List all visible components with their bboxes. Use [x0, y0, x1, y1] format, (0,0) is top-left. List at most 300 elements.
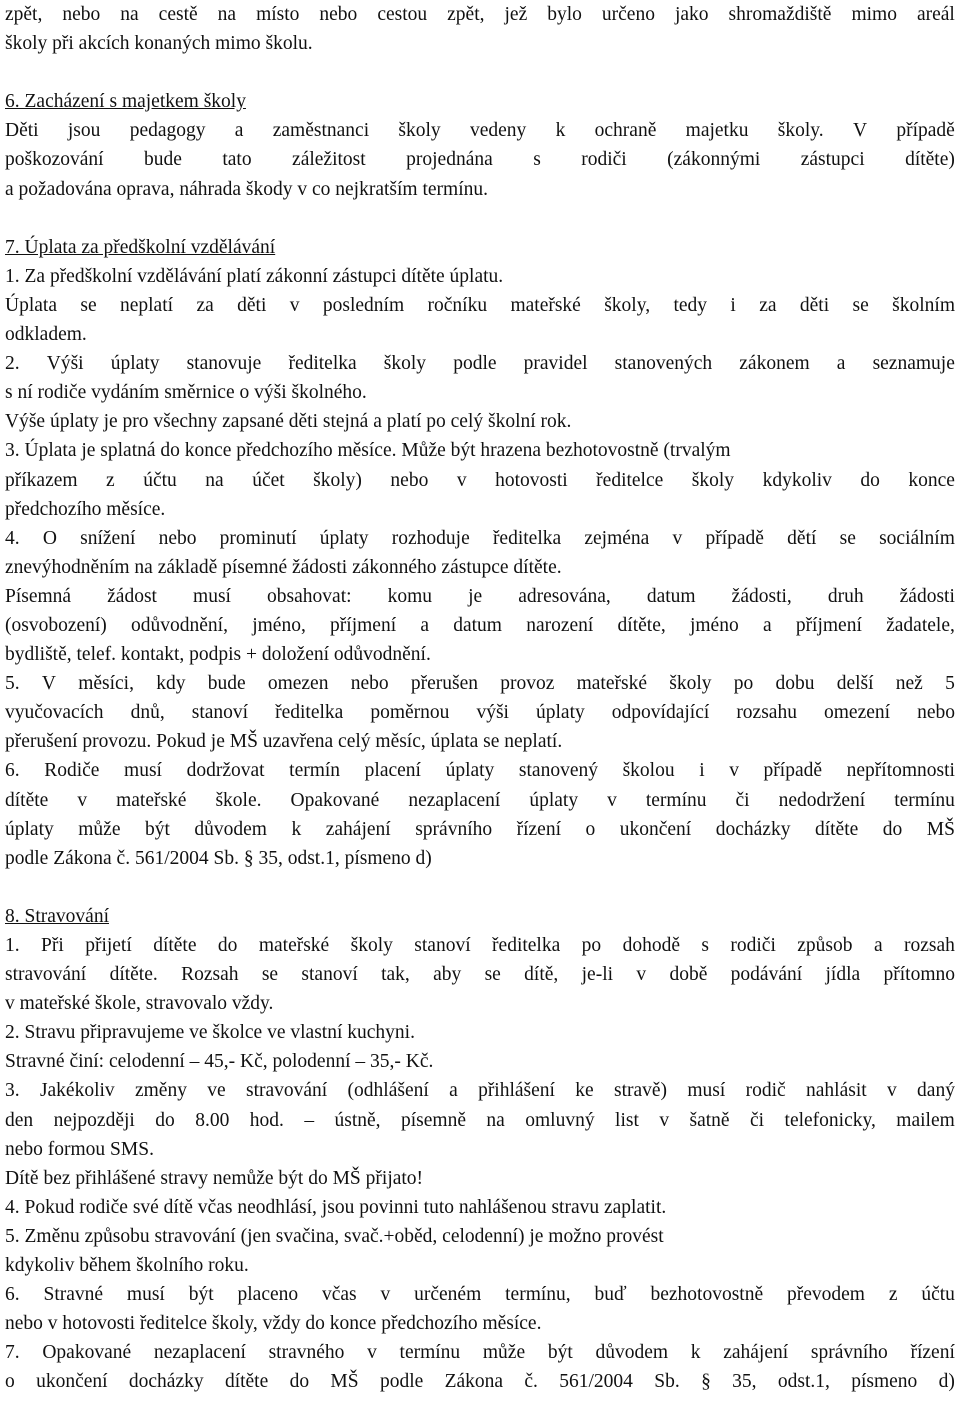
text-line: Stravné činí: celodenní – 45,- Kč, polodenní – 35,- Kč. — [5, 1051, 434, 1073]
word: docházky — [715, 818, 791, 840]
word: určeném — [414, 1284, 482, 1306]
word: a — [873, 935, 883, 956]
word: projednána — [406, 149, 493, 171]
word: zpět, — [447, 4, 485, 25]
word: o — [585, 818, 596, 840]
word: v — [289, 294, 300, 316]
word: stravě) — [614, 1080, 668, 1102]
word: stravného — [268, 1342, 345, 1364]
word: stanoví — [414, 935, 471, 956]
word: převodem — [786, 1284, 865, 1306]
word: 8.00 — [195, 1109, 230, 1131]
word: přerušen — [410, 673, 478, 695]
word: žadatele, — [886, 614, 955, 636]
word: způsob — [797, 935, 853, 956]
word: jméno — [689, 614, 739, 636]
text-line — [5, 786, 955, 815]
word: areál — [916, 4, 955, 25]
text-line: kdykoliv během školního roku. — [5, 1255, 249, 1277]
word: termínu — [399, 1342, 461, 1364]
word: ředitelce — [596, 469, 664, 491]
word: pravidel — [523, 353, 588, 375]
word: majetku — [685, 120, 749, 142]
word: po — [581, 935, 602, 956]
word: dodržovat — [186, 760, 265, 782]
word: omezení — [824, 702, 891, 724]
word: Sb. — [654, 1371, 680, 1393]
text-line — [5, 815, 955, 844]
word: se — [261, 964, 279, 986]
word: ústně, — [334, 1109, 381, 1131]
word: Rozsah — [181, 964, 239, 986]
word: nebo — [158, 527, 197, 549]
word: rozsahu — [736, 702, 797, 724]
word: příjmení — [330, 614, 397, 636]
word: zahájení — [723, 1342, 789, 1364]
word: řízení — [516, 818, 561, 840]
word: mateřské — [576, 673, 647, 695]
word: cestě — [158, 4, 198, 25]
word: mateřské — [116, 789, 187, 811]
word: stanovených — [614, 353, 713, 375]
word: děti — [799, 294, 830, 316]
word: školou — [622, 760, 675, 782]
word: MŠ — [926, 818, 955, 840]
word: odůvodnění, — [131, 614, 228, 636]
word: školy) — [313, 469, 362, 491]
word: V — [41, 673, 56, 695]
word: či — [735, 789, 750, 811]
word: druh — [827, 585, 864, 607]
word: Písemná — [5, 585, 72, 607]
word: 5. — [5, 673, 20, 695]
word: konce — [908, 469, 955, 491]
word: přijetí — [85, 935, 132, 956]
word: dítěte — [224, 1371, 269, 1393]
word: Děti — [5, 120, 39, 142]
word: 6. — [5, 760, 20, 782]
word: datum — [646, 585, 696, 607]
word: dobu — [775, 673, 815, 695]
word: nedodržení — [778, 789, 866, 811]
word: (osvobození) — [5, 614, 107, 636]
word: nebo — [319, 4, 358, 25]
word: ochraně — [594, 120, 657, 142]
word: delší — [836, 673, 874, 695]
text-line: školy při akcích konaných mimo školu. — [5, 33, 313, 55]
word: úplaty — [445, 760, 495, 782]
text-line: nebo v hotovosti ředitelce školy, vždy do konce předchozího měsíce. — [5, 1313, 542, 1335]
word: po — [733, 673, 754, 695]
word: důvodem — [595, 1342, 669, 1364]
word: za — [759, 294, 777, 316]
word: shromaždiště — [728, 4, 832, 25]
word: obsahovat: — [267, 585, 352, 607]
word: v — [77, 789, 88, 811]
word: v — [456, 469, 467, 491]
text-line — [5, 669, 955, 698]
word: době — [669, 964, 708, 986]
word: vedeny — [469, 120, 527, 142]
text-line: Výše úplaty je pro všechny zapsané děti stejná a platí po celý školní rok. — [5, 411, 572, 433]
text-line — [5, 349, 955, 378]
word: školy — [398, 120, 441, 142]
word: sociálním — [879, 527, 955, 549]
word: Rodiče — [44, 760, 100, 782]
word: a — [420, 614, 429, 636]
word: datum — [453, 614, 502, 636]
text-line — [5, 1338, 955, 1367]
word: 1. — [5, 935, 20, 956]
word: musí — [687, 1080, 726, 1102]
word: účtu — [921, 1284, 955, 1306]
word: školy — [350, 935, 393, 956]
word: se — [839, 527, 856, 549]
word: dnů, — [130, 702, 165, 724]
word: je-li — [581, 964, 614, 986]
word: nezaplacení — [408, 789, 501, 811]
word: přihlášení — [478, 1080, 555, 1102]
word: nepřítomnosti — [846, 760, 955, 782]
word: O — [42, 527, 57, 549]
word: termín — [289, 760, 341, 782]
word: telefonicky, — [784, 1109, 876, 1131]
word: buď — [594, 1284, 627, 1306]
word: důvodem — [194, 818, 267, 840]
word: narození — [526, 614, 594, 636]
word: školy, — [604, 294, 651, 316]
text-line — [5, 466, 955, 495]
word: V — [852, 120, 868, 142]
word: z — [106, 469, 115, 491]
word: písemně — [400, 1109, 466, 1131]
word: komu — [387, 585, 433, 607]
text-line: v mateřské škole, stravovalo vždy. — [5, 993, 274, 1015]
word: být — [547, 1342, 573, 1364]
word: odpovídající — [611, 702, 710, 724]
word: být — [188, 1284, 214, 1306]
word: daný — [917, 1080, 955, 1102]
word: bezhotovostně — [650, 1284, 764, 1306]
word: mailem — [896, 1109, 955, 1131]
word: bude — [144, 149, 182, 171]
word: do — [155, 1109, 175, 1131]
word: do — [217, 935, 238, 956]
word: nebo — [350, 673, 389, 695]
word: nejpozději — [53, 1109, 135, 1131]
word: 2. — [5, 353, 20, 375]
word: č. — [524, 1371, 538, 1393]
word: nebo — [62, 4, 101, 25]
blank-line — [5, 204, 955, 233]
text-line: 1. Za předškolní vzdělávání platí zákonní zástupci dítěte úplatu. — [5, 265, 504, 287]
word: na — [217, 4, 237, 25]
word: se — [484, 964, 501, 986]
word: termínu — [894, 789, 955, 811]
word: 7. — [5, 1342, 20, 1364]
word: omezen — [267, 673, 329, 695]
word: dohodě — [622, 935, 680, 956]
text-line: 4. Pokud rodiče své dítě včas neodhlásí, jsou povinni tuto nahlášenou stravu zaplatit. — [5, 1196, 667, 1218]
word: i — [730, 294, 736, 316]
blank-line — [5, 873, 955, 902]
word: podávání — [730, 964, 803, 986]
word: provoz — [500, 673, 555, 695]
word: zaměstnanci — [272, 120, 370, 142]
word: úplaty — [319, 527, 369, 549]
word: na — [205, 469, 224, 491]
word: místo — [256, 4, 300, 25]
word: 6. — [5, 1284, 20, 1306]
word: nebo — [917, 702, 955, 724]
word: ročníku — [427, 294, 488, 316]
word: termínu — [645, 789, 707, 811]
text-line — [5, 698, 955, 727]
word: měsíci, — [78, 673, 134, 695]
word: 561/2004 — [559, 1371, 633, 1393]
word: žádosti — [899, 585, 955, 607]
word: z — [888, 1284, 898, 1306]
word: školy — [383, 353, 427, 375]
word: adresována, — [518, 585, 611, 607]
text-line: předchozího měsíce. — [5, 498, 166, 520]
text-line — [5, 756, 955, 785]
word: příjmení — [795, 614, 862, 636]
word: změny — [134, 1080, 187, 1102]
word: ukončení — [36, 1371, 108, 1393]
word: šatně — [689, 1109, 730, 1131]
word: bude — [207, 673, 246, 695]
word: hod. — [249, 1109, 284, 1131]
word: ředitelka — [492, 935, 561, 956]
word: cestou — [377, 4, 428, 25]
word: snížení — [80, 527, 136, 549]
text-line — [5, 611, 955, 640]
word: prominutí — [219, 527, 297, 549]
word: úplaty — [110, 353, 160, 375]
word: Stravné — [43, 1284, 104, 1306]
word: včas — [322, 1284, 357, 1306]
word: zejména — [584, 527, 650, 549]
word: jež — [504, 4, 528, 25]
word: musí — [124, 760, 162, 782]
word: určeno — [601, 4, 655, 25]
text-line: podle Zákona č. 561/2004 Sb. § 35, odst.1, písmeno d) — [5, 847, 432, 869]
text-line: a požadována oprava, náhrada škody v co nejkratším termínu. — [5, 178, 488, 200]
word: ředitelka — [275, 702, 344, 724]
word: placeno — [237, 1284, 299, 1306]
word: písmeno — [851, 1371, 918, 1393]
word: rodič — [745, 1080, 786, 1102]
word: aby — [433, 964, 462, 986]
word: v — [607, 789, 617, 811]
word: Při — [41, 935, 64, 956]
word: musí — [126, 1284, 165, 1306]
word: k — [690, 1342, 701, 1364]
word: do — [882, 818, 903, 840]
word: mateřské — [510, 294, 581, 316]
word: ukončení — [619, 818, 692, 840]
word: jméno, — [252, 614, 306, 636]
word: žádosti, — [731, 585, 792, 607]
text-line: Dítě bez přihlášené stravy nemůže být do MŠ přijato! — [5, 1167, 424, 1189]
word: školním — [892, 294, 955, 316]
word: dítěte. — [109, 964, 158, 986]
word: a — [836, 353, 846, 375]
word: ve — [207, 1080, 226, 1102]
word: Opakované — [42, 1342, 132, 1364]
word: ředitelka — [288, 353, 357, 375]
word: může — [78, 818, 121, 840]
word: s — [701, 935, 709, 956]
text-line — [5, 1076, 955, 1105]
word: na — [120, 4, 139, 25]
word: termínu, — [505, 1284, 571, 1306]
word: rodiči — [730, 935, 776, 956]
text-line: 3. Úplata je splatná do konce předchozího měsíce. Může být hrazena bezhotovostně (trvalým — [5, 440, 731, 462]
word: stravování — [5, 964, 87, 986]
word: jsou — [67, 120, 101, 142]
word: v — [886, 1080, 897, 1102]
word: stanovuje — [186, 353, 262, 375]
word: (odhlášení — [347, 1080, 429, 1102]
word: – — [304, 1109, 315, 1131]
word: v — [672, 527, 683, 549]
word: placení — [364, 760, 421, 782]
word: stanoví — [191, 702, 249, 724]
word: s — [533, 149, 541, 171]
word: školy — [669, 673, 712, 695]
text-line: 2. Stravu připravujeme ve školce ve vlastní kuchyni. — [5, 1022, 415, 1044]
word: poměrnou — [370, 702, 450, 724]
word: se — [852, 294, 869, 316]
word: stanovený — [518, 760, 598, 782]
word: tato — [222, 149, 252, 171]
word: příkazem — [5, 469, 78, 491]
word: výši — [476, 702, 509, 724]
text-line — [5, 291, 955, 320]
text-line — [5, 1280, 955, 1309]
word: žádost — [107, 585, 157, 607]
word: kdykoliv — [762, 469, 832, 491]
word: úplaty — [5, 818, 54, 840]
word: zahájení — [325, 818, 391, 840]
word: případě — [705, 527, 764, 549]
word: a — [449, 1080, 458, 1102]
word: Opakované — [290, 789, 380, 811]
word: kdy — [156, 673, 186, 695]
word: na — [486, 1109, 505, 1131]
word: docházky — [128, 1371, 204, 1393]
word: škole. — [215, 789, 262, 811]
word: d) — [938, 1371, 955, 1393]
text-line — [5, 960, 955, 989]
word: Úplata — [5, 294, 57, 316]
text-line — [5, 1367, 955, 1396]
word: bylo — [547, 4, 582, 25]
word: seznamuje — [872, 353, 955, 375]
word: zákonem — [739, 353, 810, 375]
word: dítě, — [524, 964, 559, 986]
blank-line — [5, 58, 955, 87]
word: do — [860, 469, 880, 491]
text-line — [5, 524, 955, 553]
word: úplaty — [529, 789, 579, 811]
word: a — [234, 120, 244, 142]
word: řízení — [910, 1342, 955, 1364]
word: Zákona — [444, 1371, 504, 1393]
word: se — [80, 294, 97, 316]
word: list — [615, 1109, 639, 1131]
text-line: nebo formou SMS. — [5, 1138, 154, 1160]
word: dítěte — [814, 818, 859, 840]
text-line — [5, 931, 955, 960]
word: případě — [763, 760, 823, 782]
word: v — [636, 964, 647, 986]
word: ke — [575, 1080, 594, 1102]
word: MŠ — [330, 1371, 359, 1393]
word: 5 — [945, 673, 955, 695]
word: § — [701, 1371, 711, 1393]
word: účet — [252, 469, 285, 491]
word: rodiči — [581, 149, 627, 171]
word: může — [482, 1342, 526, 1364]
word: či — [750, 1109, 765, 1131]
word: 35, — [732, 1371, 757, 1393]
word: školy. — [777, 120, 824, 142]
word: 3. — [5, 1080, 20, 1102]
word: 4. — [5, 527, 20, 549]
word: podle — [453, 353, 497, 375]
word: jako — [674, 4, 709, 25]
word: být — [144, 818, 170, 840]
word: děti — [237, 294, 267, 316]
word: a — [762, 614, 772, 636]
word: správního — [810, 1342, 888, 1364]
word: ředitelka — [492, 527, 562, 549]
word: případě — [896, 120, 955, 142]
word: posledním — [322, 294, 405, 316]
word: v — [659, 1109, 670, 1131]
section-heading: 7. Úplata za předškolní vzdělávání — [5, 236, 276, 258]
word: záležitost — [292, 149, 366, 171]
word: v — [380, 1284, 391, 1306]
word: nahlásit — [806, 1080, 867, 1102]
text-line — [5, 0, 955, 29]
word: omluvný — [525, 1109, 595, 1131]
word: školy — [691, 469, 735, 491]
word: den — [5, 1109, 34, 1131]
word: dítěte, — [617, 614, 666, 636]
word: mateřské — [258, 935, 330, 956]
word: hotovosti — [495, 469, 568, 491]
word: rozsah — [904, 935, 955, 956]
word: o — [5, 1371, 15, 1393]
text-line — [5, 1106, 955, 1135]
word: k — [555, 120, 566, 142]
word: dítěte — [5, 789, 49, 811]
word: poškozování — [5, 149, 104, 171]
word: tedy — [673, 294, 708, 316]
word: tak, — [381, 964, 410, 986]
word: zástupci — [800, 149, 865, 171]
text-line: s ní rodiče vydáním směrnice o výši školného. — [5, 382, 367, 404]
text-line — [5, 145, 955, 174]
text-line: 5. Změnu způsobu stravování (jen svačina, svač.+oběd, celodenní) je možno provést — [5, 1225, 664, 1247]
word: do — [289, 1371, 310, 1393]
text-line: přerušení provozu. Pokud je MŠ uzavřena celý měsíc, úplata se neplatí. — [5, 731, 563, 753]
word: úplaty — [536, 702, 585, 724]
